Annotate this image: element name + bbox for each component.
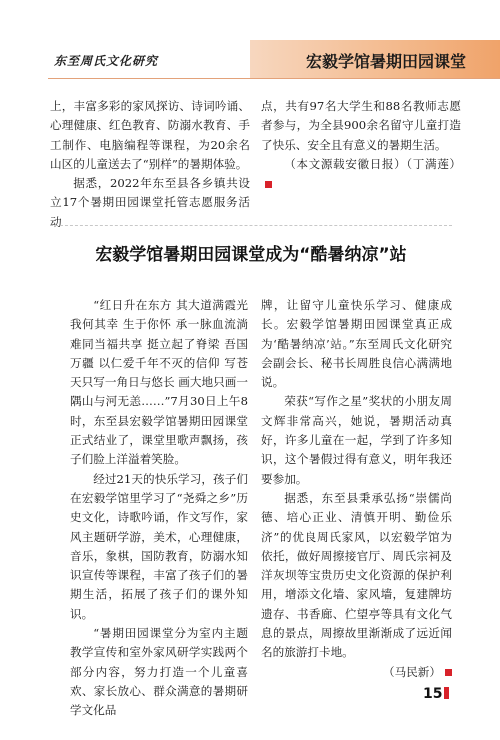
page-header [0, 40, 500, 78]
paragraph: “暑期田园课堂分为室内主题教学宣传和室外家风研学实践两个部分内容，努力打造一个儿童喜欢、家长放心、群众满意的暑期研学文化品 [70, 626, 248, 718]
header-divider [48, 78, 500, 79]
end-of-article-mark [265, 181, 272, 188]
source-credit-text: （本文源载安徽日报）（丁满莲） [284, 156, 461, 171]
paragraph: 点，共有97名大学生和88名教师志愿者参与，为全县900余名留守儿童打造了快乐、安全且有意义的暑期生活。 [261, 99, 461, 152]
end-of-article-mark [445, 669, 452, 676]
article-left-column [70, 296, 248, 721]
paragraph: 牌，让留守儿童快乐学习、健康成长。宏毅学馆暑期田园课堂真正成为‘酷暑纳凉’站。”东至周氏文化研究会副会长、秘书长周胜良信心满满地说。 [261, 298, 452, 390]
paragraph: “红日升在东方 其大道满霞光 我何其幸 生于你怀 承一脉血流淌 难同当福共享 挺立起了脊梁 吾国万疆 以仁爱千年不灭的信仰 写苍天只写一角日与悠长 画大地只画一隅山与河无恙……”7月30日上午8时，东至县宏毅学馆暑期田园课堂正式结业了，课堂里歌声飘扬，孩子们脸上洋溢着笑脸。 [70, 298, 248, 467]
article-title: 宏毅学馆暑期田园课堂成为“酷暑纳凉”站 [95, 245, 407, 265]
paragraph: 上，丰富多彩的家风探访、诗词吟诵、心理健康、红色教育、防溺水教育、手工制作、电脑编程等课程，为20余名山区的儿童送去了“别样”的暑期体验。 [50, 99, 250, 171]
previous-article-right-column [261, 97, 461, 193]
previous-article-left-column [50, 97, 250, 232]
page-number-text: 15 [423, 686, 443, 702]
paragraph: 荣获“写作之星”奖状的小朋友周文辉非常高兴，她说，暑期活动真好，许多儿童在一起，学到了许多知识，这个暑假过得有意义，明年我还要参加。 [261, 394, 452, 486]
section-title: 宏毅学馆暑期田园课堂 [305, 52, 466, 71]
author-credit-text: （马民新） [383, 664, 441, 679]
paragraph: 经过21天的快乐学习，孩子们在宏毅学馆里学习了“尧舜之乡”历史文化，诗歌吟诵，作文写作，家风主题研学游，美术，心理健康，音乐，象棋，国防教育，防溺水知识宣传等课程，丰富了孩子们的暑期生活，拓展了孩子们的课外知识。 [70, 471, 248, 621]
paragraph: 据悉，2022年东至县各乡镇共设立17个暑期田园课堂托管志愿服务活动 [50, 176, 250, 229]
source-credit [261, 155, 461, 194]
page-number-marker [444, 687, 449, 699]
author-credit [261, 663, 452, 682]
paragraph: 据悉，东至县秉承弘扬“崇儒尚德、培心正业、清慎开明、勤俭乐济”的优良周氏家风，以宏毅学馆为依托，做好周擦接官厅、周氏宗祠及洋灰坝等宝贵历史文化资源的保护利用，增添文化墙、家风墙，复建牌坊遗存、书香廊、伫望亭等具有文化气息的景点，周擦故里渐渐成了远近闻名的旅游打卡地。 [261, 490, 452, 660]
section-banner [250, 40, 500, 78]
article-right-column [261, 296, 452, 682]
publication-brand: 东至周氏文化研究 [54, 54, 159, 68]
article-separator [50, 225, 452, 226]
page-number [423, 686, 449, 702]
